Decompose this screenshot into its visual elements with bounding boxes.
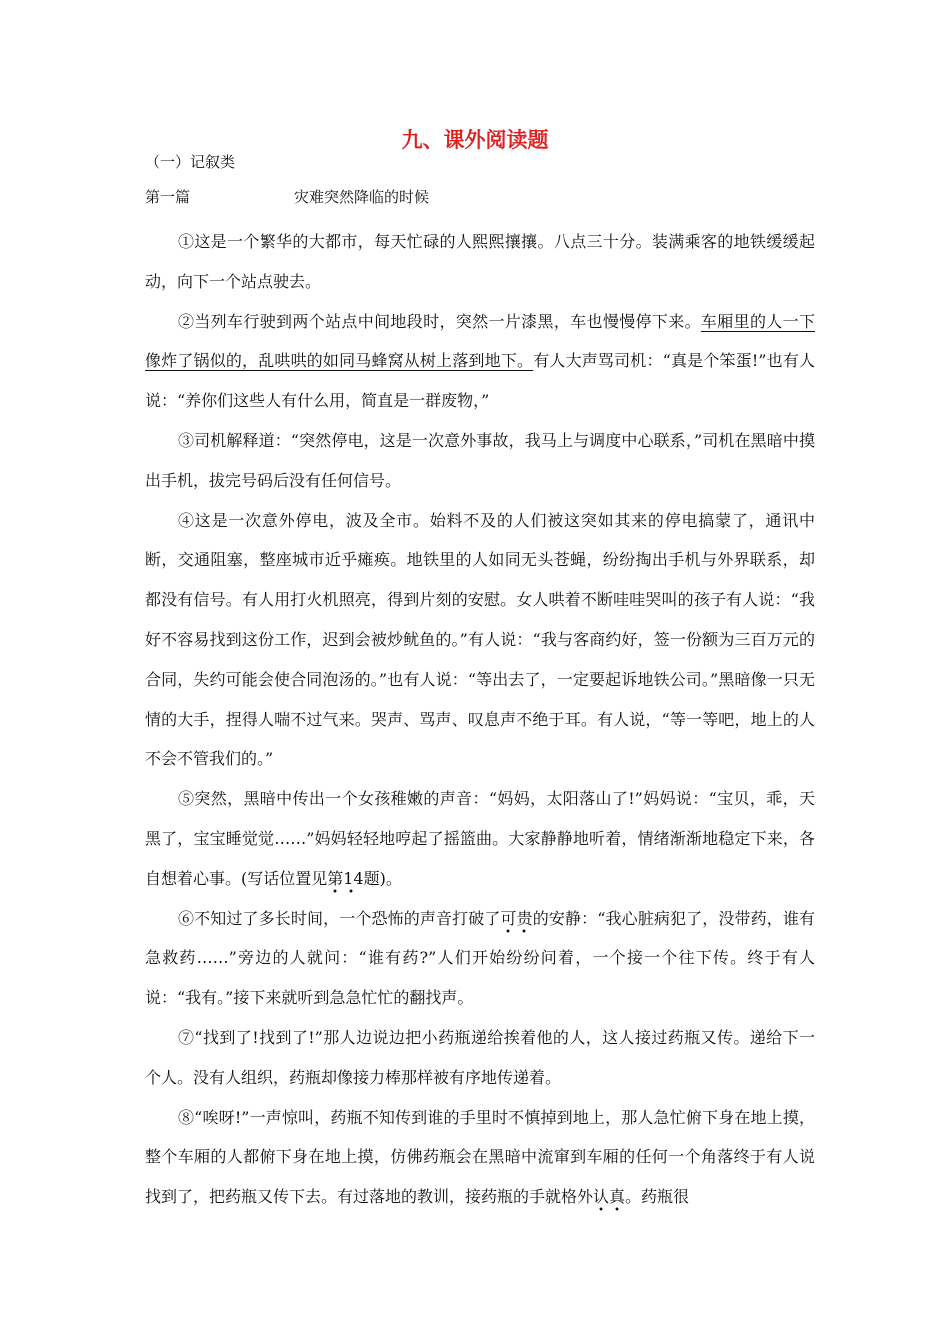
- paragraph-4: ④这是一次意外停电，波及全市。始料不及的人们被这突如其来的停电搞蒙了，通讯中断，交通阻塞，整座城市近乎瘫痪。地铁里的人如同无头苍蝇，纷纷掏出手机与外界联系，却都没有信号。有人用打火机照亮，得到片刻的安慰。女人哄着不断哇哇哭叫的孩子有人说：“我好不容易找到这份工作，迟到会被炒鱿鱼的。”有人说：“我与客商约好，签一份额为三百万元的合同，失约可能会使合同泡汤的。”也有人说：“等出去了，一定要起诉地铁公司。”黑暗像一只无情的大手，捏得人喘不过气来。哭声、骂声、叹息声不绝于耳。有人说，“等一等吧，地上的人不会不管我们的。”: [145, 510, 815, 769]
- dotted-emphasis: 第14: [327, 869, 363, 894]
- underlined-sentence: 车厢里的人一下像炸了锅似的，乱哄哄的如同马蜂窝从树上落到地下。: [145, 311, 815, 371]
- paragraph-8: [145, 1098, 815, 1217]
- dotted-emphasis: 认真: [593, 1187, 625, 1212]
- paragraph-5-text-end: 题)。: [363, 868, 402, 888]
- paragraph-6: [145, 899, 815, 1018]
- dotted-emphasis: 可贵: [500, 909, 532, 934]
- article-title: 灾难突然降临的时候: [294, 188, 430, 206]
- paragraph-6-text-end: 的安静：“我心脏病犯了，没带药，谁有急救药……”旁边的人就问：“谁有药?”人们开始纷纷问着，一个接一个往下传。终于有人说：“我有。”接下来就听到急急忙忙的翻找声。: [145, 908, 815, 1008]
- paragraph-8-text-end: 。药瓶很: [625, 1187, 690, 1207]
- paragraph-7: ⑦“找到了!找到了!”那人边说边把小药瓶递给挨着他的人，这人接过药瓶又传。递给下一个人。没有人组织，药瓶却像接力棒那样被有序地传递着。: [145, 1027, 815, 1087]
- paragraph-1: ①这是一个繁华的大都市，每天忙碌的人熙熙攘攘。八点三十分。装满乘客的地铁缓缓起动，向下一个站点驶去。: [145, 232, 815, 291]
- article-number: 第一篇: [145, 188, 191, 206]
- paragraph-3: ③司机解释道：“突然停电，这是一次意外事故，我马上与调度中心联系，”司机在黑暗中摸出手机，拔完号码后没有任何信号。: [145, 430, 815, 490]
- paragraph-2-text-end: 有人大声骂司机：“真是个笨蛋!”也有人说：“养你们这些人有什么用，简直是一群废物，”: [145, 351, 815, 411]
- article-heading: [145, 186, 429, 207]
- paragraph-5-text: ⑤突然，黑暗中传出一个女孩稚嫩的声音：“妈妈，太阳落山了!”妈妈说：“宝贝，乖，天黑了，宝宝睡觉觉……”妈妈轻轻地哼起了摇篮曲。大家静静地听着，情绪渐渐地稳定下来，各自想着心事。(写话位置见: [145, 789, 815, 888]
- article-body: [145, 222, 815, 1217]
- paragraph-2: [145, 302, 815, 421]
- paragraph-6-text: ⑥不知过了多长时间，一个恐怖的声音打破了: [178, 908, 501, 928]
- paragraph-2-text: ②当列车行驶到两个站点中间地段时，突然一片漆黑，车也慢慢停下来。: [178, 311, 701, 331]
- page-title: 九、课外阅读题: [401, 128, 549, 152]
- paragraph-8-text: ⑧“唉呀!”一声惊叫，药瓶不知传到谁的手里时不慎掉到地上，那人急忙俯下身在地上摸，整个车厢的人都俯下身在地上摸，仿佛药瓶会在黑暗中流窜到车厢的任何一个角落终于有人说找到了，把药瓶又传下去。有过落地的教训，接药瓶的手就格外: [145, 1107, 815, 1207]
- section-label: （一）记叙类: [145, 153, 236, 171]
- paragraph-5: [145, 779, 815, 898]
